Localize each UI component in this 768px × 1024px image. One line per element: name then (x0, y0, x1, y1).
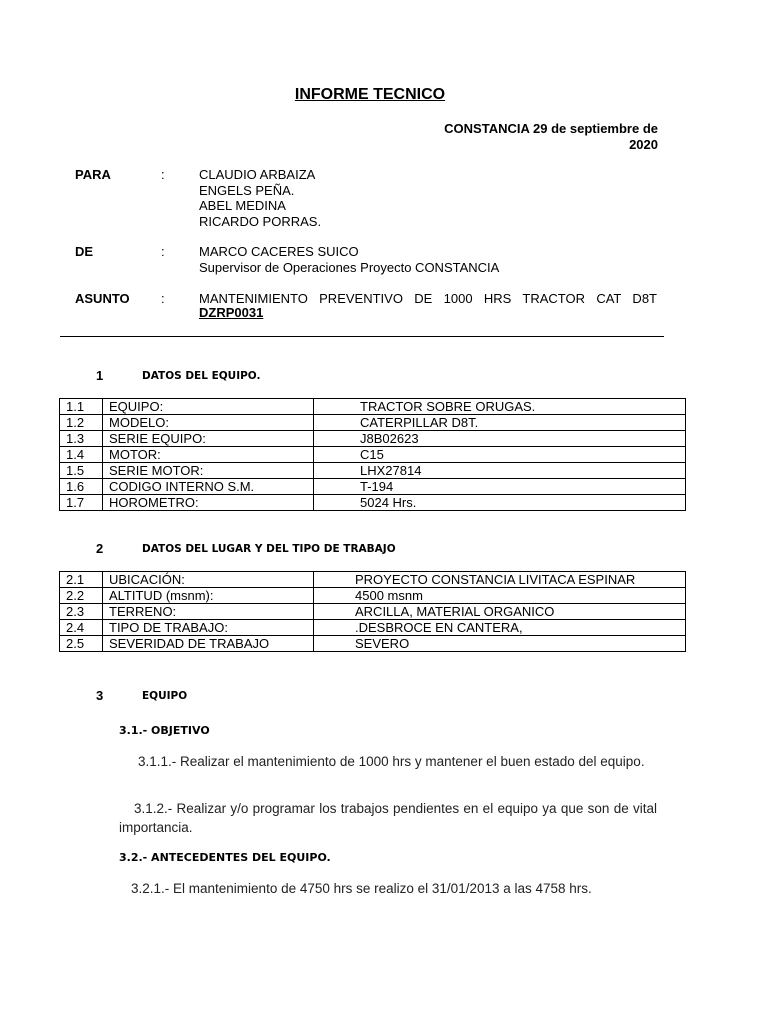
asunto-code: DZRP0031 (199, 305, 264, 320)
table-row (60, 479, 686, 495)
row-field: TERRENO: (103, 604, 314, 620)
row-id: 2.5 (60, 636, 103, 652)
row-id: 1.1 (60, 399, 103, 415)
row-id: 2.4 (60, 620, 103, 636)
section-1-title: DATOS DEL EQUIPO. (142, 370, 261, 382)
table-row (60, 620, 686, 636)
paragraph-3-1-2: 3.1.2.- Realizar y/o programar los trabajos pendientes en el equipo ya que son de vital importancia. (119, 801, 657, 835)
table-row (60, 431, 686, 447)
recipient: CLAUDIO ARBAIZA (199, 167, 316, 182)
row-id: 1.2 (60, 415, 103, 431)
section-3-title: EQUIPO (142, 690, 188, 702)
row-field: UBICACIÓN: (103, 572, 314, 588)
subsection-objetivo: 3.1.- OBJETIVO (119, 724, 210, 737)
para-colon: : (161, 167, 165, 182)
date-line-1: CONSTANCIA 29 de septiembre de (444, 121, 658, 136)
row-value: CATERPILLAR D8T. (314, 415, 686, 431)
table-row (60, 636, 686, 652)
table-row (60, 604, 686, 620)
row-value: 5024 Hrs. (314, 495, 686, 511)
header-divider (60, 336, 664, 337)
paragraph-3-1-1: 3.1.1.- Realizar el mantenimiento de 1000 hrs y mantener el buen estado del equipo. (138, 754, 645, 769)
equipment-table (59, 398, 686, 511)
table-row (60, 572, 686, 588)
recipient: RICARDO PORRAS. (199, 213, 322, 229)
section-2-number: 2 (96, 541, 104, 556)
section-1-number: 1 (96, 368, 104, 383)
row-field: ALTITUD (msnm): (103, 588, 314, 604)
row-field: MOTOR: (103, 447, 314, 463)
section-3-number: 3 (96, 688, 104, 703)
row-value: LHX27814 (314, 463, 686, 479)
date-line (358, 121, 658, 153)
date-line-2: 2020 (629, 137, 658, 152)
row-field: SEVERIDAD DE TRABAJO (103, 636, 314, 652)
row-value: ARCILLA, MATERIAL ORGANICO (314, 604, 686, 620)
row-value: T-194 (314, 479, 686, 495)
row-value: J8B02623 (314, 431, 686, 447)
row-value: SEVERO (314, 636, 686, 652)
sender-name: MARCO CACERES SUICO (199, 244, 359, 259)
row-id: 2.2 (60, 588, 103, 604)
row-value: 4500 msnm (314, 588, 686, 604)
row-field: TIPO DE TRABAJO: (103, 620, 314, 636)
table-row (60, 415, 686, 431)
row-id: 2.3 (60, 604, 103, 620)
row-field: SERIE MOTOR: (103, 463, 314, 479)
row-value: .DESBROCE EN CANTERA, (314, 620, 686, 636)
paragraph-3-2-1: 3.2.1.- El mantenimiento de 4750 hrs se realizo el 31/01/2013 a las 4758 hrs. (131, 881, 592, 896)
row-field: SERIE EQUIPO: (103, 431, 314, 447)
row-id: 2.1 (60, 572, 103, 588)
row-id: 1.3 (60, 431, 103, 447)
subsection-antecedentes: 3.2.- ANTECEDENTES DEL EQUIPO. (119, 851, 331, 864)
table-row (60, 399, 686, 415)
para-label: PARA (75, 167, 111, 182)
para-recipients (199, 167, 321, 229)
asunto-colon: : (161, 291, 165, 306)
row-field: CODIGO INTERNO S.M. (103, 479, 314, 495)
recipient: ENGELS PEÑA. (199, 182, 295, 198)
de-sender (199, 244, 499, 275)
row-id: 1.5 (60, 463, 103, 479)
asunto-text: MANTENIMIENTO PREVENTIVO DE 1000 HRS TRACTOR CAT D8T (199, 291, 657, 306)
sender-role: Supervisor de Operaciones Proyecto CONSTANCIA (199, 259, 500, 275)
table-row (60, 495, 686, 511)
section-2-title: DATOS DEL LUGAR Y DEL TIPO DE TRABAJO (142, 543, 396, 555)
table-row (60, 447, 686, 463)
asunto-label: ASUNTO (75, 291, 130, 306)
row-id: 1.7 (60, 495, 103, 511)
row-value: TRACTOR SOBRE ORUGAS. (314, 399, 686, 415)
recipient: ABEL MEDINA (199, 198, 286, 213)
row-id: 1.4 (60, 447, 103, 463)
document-title: INFORME TECNICO (294, 86, 446, 103)
row-value: C15 (314, 447, 686, 463)
row-field: EQUIPO: (103, 399, 314, 415)
table-row (60, 463, 686, 479)
row-field: HOROMETRO: (103, 495, 314, 511)
de-label: DE (75, 244, 94, 259)
row-value: PROYECTO CONSTANCIA LIVITACA ESPINAR (314, 572, 686, 588)
de-colon: : (161, 244, 165, 259)
worksite-table (59, 571, 686, 652)
row-field: MODELO: (103, 415, 314, 431)
table-row (60, 588, 686, 604)
row-id: 1.6 (60, 479, 103, 495)
